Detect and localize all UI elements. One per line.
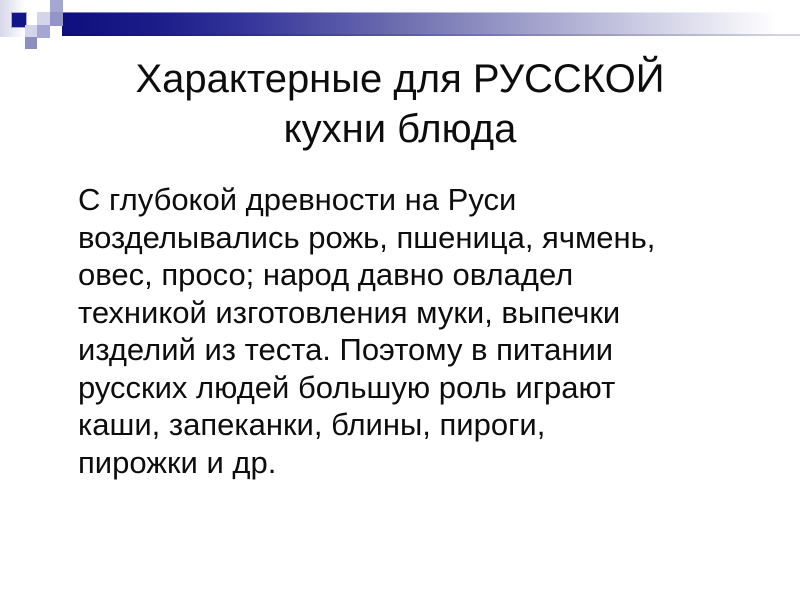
body-text-line: пирожки и др. [78, 444, 277, 480]
body-text-line: изделий из теста. Поэтому в питании [78, 332, 614, 367]
body-text-line: овес, просо; народ давно овладел [78, 257, 574, 292]
body-text-line: русских людей большую роль играют [78, 369, 616, 405]
body-text-line: каши, запеканки, блины, пироги, [78, 407, 546, 442]
decoration-square [37, 25, 50, 38]
body-text-line: техникой изготовления муки, выпечки [78, 294, 621, 330]
slide-title [0, 54, 800, 154]
slide-title-line-1: Характерные для РУССКОЙ [135, 57, 665, 101]
slide-body-paragraph [78, 181, 768, 481]
decoration-square [25, 37, 37, 49]
slide-title-line-2: кухни блюда [283, 107, 517, 151]
decoration-square [50, 12, 63, 26]
header-gradient-bar-decoration [62, 12, 800, 36]
body-text-line: возделывались рожь, пшеница, ячмень, [78, 219, 656, 255]
body-text-line: С глубокой древности на Руси [78, 182, 517, 217]
decoration-square [37, 12, 50, 25]
